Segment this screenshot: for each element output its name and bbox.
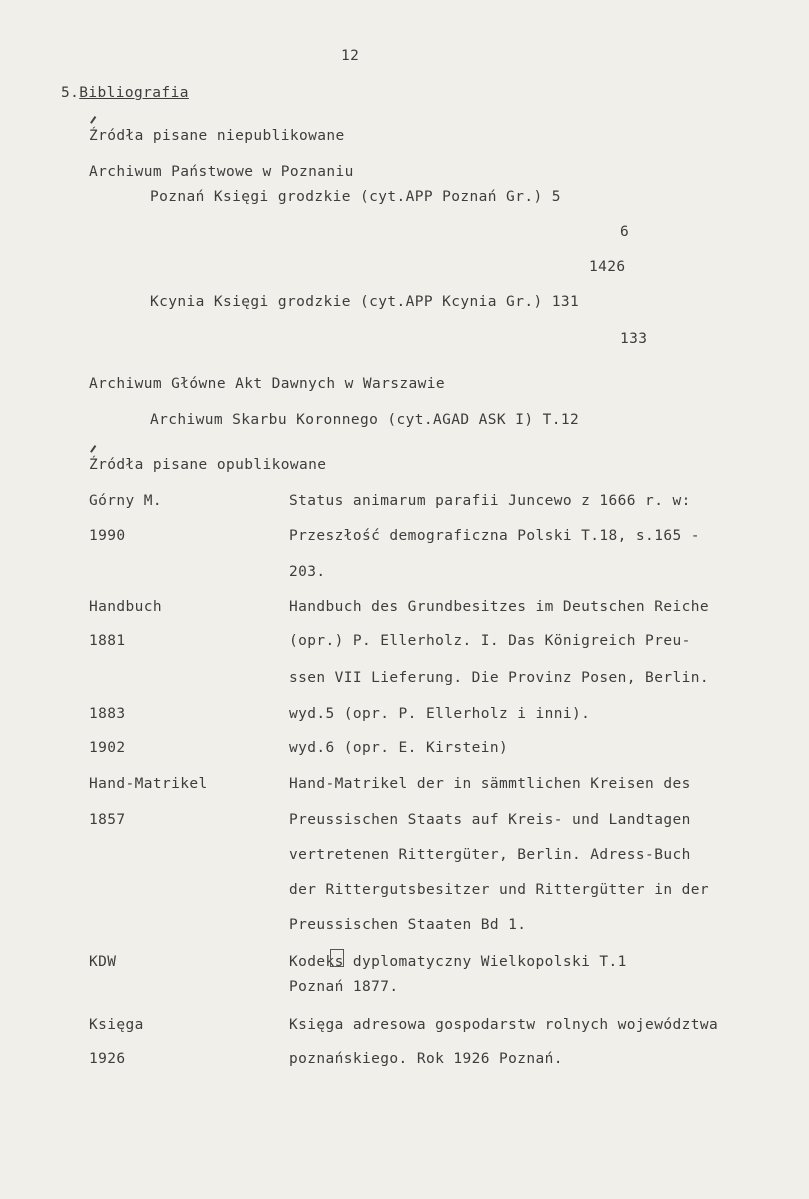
entry-key: 1926 — [89, 1051, 126, 1067]
entry-text: Status animarum parafii Juncewo z 1666 r. w: — [289, 493, 691, 509]
entry-text: 203. — [289, 564, 326, 580]
published-sources-heading: Źródła pisane opublikowane — [89, 457, 327, 473]
entry-text: wyd.5 (opr. P. Ellerholz i inni). — [289, 706, 591, 722]
section-number: 5. — [61, 85, 80, 101]
entry-text: Hand-Matrikel der in sämmtlichen Kreisen des — [289, 776, 691, 792]
archive-entry: Poznań Księgi grodzkie (cyt.APP Poznań Gr.) 5 — [150, 189, 561, 205]
entry-key: 1857 — [89, 812, 126, 828]
handwritten-accent-mark — [90, 445, 96, 452]
section-heading — [61, 84, 189, 102]
entry-key: 1902 — [89, 740, 126, 756]
entry-text: wyd.6 (opr. E. Kirstein) — [289, 740, 509, 756]
entry-key: 1883 — [89, 706, 126, 722]
entry-text: Kodeks dyplomatyczny Wielkopolski T.1 — [289, 954, 627, 970]
entry-text: der Rittergutsbesitzer und Rittergütter in der — [289, 882, 709, 898]
unpublished-sources-heading: Źródła pisane niepublikowane — [89, 128, 345, 144]
entry-text: (opr.) P. Ellerholz. I. Das Königreich Preu- — [289, 633, 691, 649]
archive-name: Archiwum Państwowe w Poznaniu — [89, 164, 354, 180]
entry-key: Górny M. — [89, 493, 163, 509]
entry-text: Poznań 1877. — [289, 979, 399, 995]
entry-key: Handbuch — [89, 599, 163, 615]
handwritten-accent-mark — [90, 116, 96, 123]
volume-number: 6 — [620, 224, 630, 240]
entry-text: Księga adresowa gospodarstw rolnych województwa — [289, 1017, 719, 1033]
section-title: Bibliografia — [79, 85, 189, 101]
entry-text: ssen VII Lieferung. Die Provinz Posen, Berlin. — [289, 670, 709, 686]
entry-text: Przeszłość demograficzna Polski T.18, s.165 - — [289, 528, 700, 544]
volume-number: 133 — [620, 331, 648, 347]
archive-entry: Archiwum Skarbu Koronnego (cyt.AGAD ASK I) T.12 — [150, 412, 580, 428]
archive-name: Archiwum Główne Akt Dawnych w Warszawie — [89, 376, 446, 392]
entry-text: Preussischen Staats auf Kreis- und Landtagen — [289, 812, 691, 828]
entry-text: vertretenen Rittergüter, Berlin. Adress-Buch — [289, 847, 691, 863]
handwritten-correction-box — [330, 949, 344, 967]
entry-key: Hand-Matrikel — [89, 776, 208, 792]
entry-key: 1881 — [89, 633, 126, 649]
page-number: 12 — [341, 48, 360, 64]
volume-number: 1426 — [589, 259, 626, 275]
entry-text: Preussischen Staaten Bd 1. — [289, 917, 527, 933]
entry-key: Księga — [89, 1017, 144, 1033]
archive-entry: Kcynia Księgi grodzkie (cyt.APP Kcynia Gr.) 131 — [150, 294, 580, 310]
entry-key: KDW — [89, 954, 117, 970]
entry-text: Handbuch des Grundbesitzes im Deutschen Reiche — [289, 599, 709, 615]
entry-text: poznańskiego. Rok 1926 Poznań. — [289, 1051, 563, 1067]
entry-key: 1990 — [89, 528, 126, 544]
